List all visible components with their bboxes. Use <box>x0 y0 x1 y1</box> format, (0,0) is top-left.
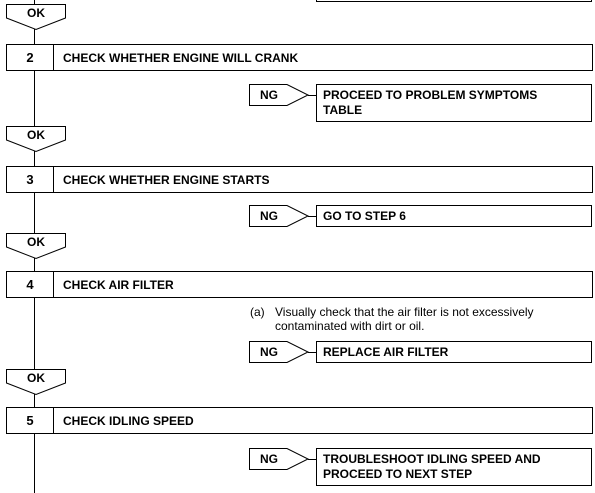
note-marker: (a) <box>250 305 265 319</box>
step-5-box <box>6 407 593 434</box>
step-4-title: CHECK AIR FILTER <box>63 277 174 292</box>
ok-tag-label: OK <box>27 6 45 20</box>
ng-result-box <box>316 205 592 227</box>
step-4-number: 4 <box>7 272 54 297</box>
ng-result-line1: GO TO STEP 6 <box>323 209 406 223</box>
ng-tag-label: NG <box>260 88 278 102</box>
ok-tag-label: OK <box>27 128 45 142</box>
ng-result-line2: TABLE <box>323 103 363 117</box>
ng-result-line1: TROUBLESHOOT IDLING SPEED AND <box>323 452 541 466</box>
ok-tag-label: OK <box>27 235 45 249</box>
ng-result-box <box>316 341 592 363</box>
step-2-number: 2 <box>7 45 54 70</box>
ng-tag-label: NG <box>260 452 278 466</box>
ng-result-line1: PROCEED TO PROBLEM SYMPTOMS <box>323 88 538 102</box>
step-3-title: CHECK WHETHER ENGINE STARTS <box>63 172 270 187</box>
ng-result-line1: REPLACE AIR FILTER <box>323 345 449 359</box>
ng-result-box <box>316 84 592 122</box>
note-line1: Visually check that the air filter is not excessively <box>275 305 534 319</box>
step-2-title: CHECK WHETHER ENGINE WILL CRANK <box>63 50 299 65</box>
step-3-number: 3 <box>7 167 54 192</box>
ng-result-line2: PROCEED TO NEXT STEP <box>323 467 473 481</box>
ok-tag-label: OK <box>27 371 45 385</box>
step-5-title: CHECK IDLING SPEED <box>63 413 194 428</box>
ng-tag-label: NG <box>260 345 278 359</box>
note-text <box>275 305 575 333</box>
step-5-number: 5 <box>7 408 54 433</box>
step-3-box <box>6 166 593 193</box>
step-2-box <box>6 44 593 71</box>
top-result-box-partial <box>316 0 592 2</box>
step-4-box <box>6 271 593 298</box>
ng-tag-label: NG <box>260 209 278 223</box>
ng-result-box <box>316 448 592 486</box>
note-line2: contaminated with dirt or oil. <box>275 319 425 333</box>
